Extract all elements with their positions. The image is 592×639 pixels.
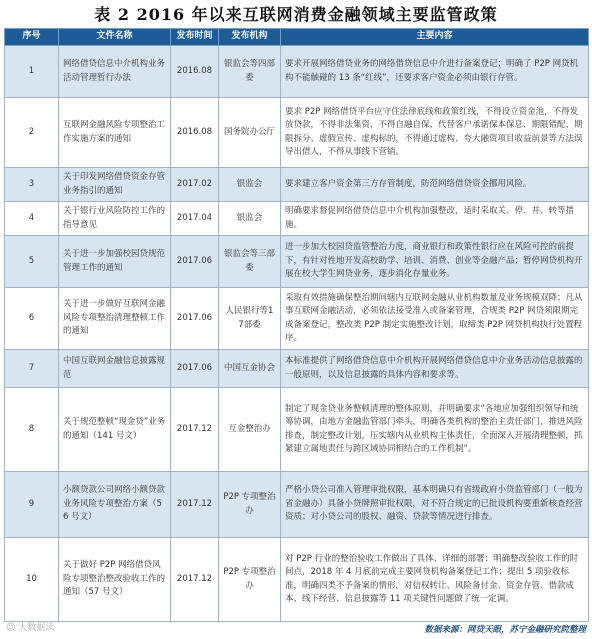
row-no: 8 <box>5 388 59 472</box>
table-row <box>5 236 589 288</box>
row-date: 2016.08 <box>171 98 219 168</box>
row-no: 6 <box>5 288 59 350</box>
row-date: 2016.08 <box>171 46 219 98</box>
header-no: 序号 <box>5 29 59 46</box>
row-no: 2 <box>5 98 59 168</box>
row-org: 银监会 <box>219 202 281 236</box>
row-no: 4 <box>5 202 59 236</box>
row-org: 国务院办公厅 <box>219 98 281 168</box>
row-org: 中国互金协会 <box>219 350 281 388</box>
row-content: 本标准提供了网络借贷信息中介机构开展网络借贷信息中介业务活动信息披露的一般原则，以及信息披露的具体内容和要求等。 <box>281 350 589 388</box>
row-org: 银监会等四部委 <box>219 46 281 98</box>
table-row <box>5 46 589 98</box>
row-file-name: 关于印发网络借贷资金存管业务指引的通知 <box>59 168 171 202</box>
row-org: P2P 专项整治办 <box>219 538 281 622</box>
row-date: 2017.12 <box>171 538 219 622</box>
row-content: 要求 P2P 网络借贷平台应守住法律底线和政策红线，不得设立资金池，不得发放贷款，不得非法集资，不得自融自保、代替客户承诺保本保息、期限错配、期限拆分、虚假宣传、虚构标的，不得通过虚构、夸大融资项目收益前景等方法误导出借人，不得从事线下营销。 <box>281 98 589 168</box>
table-row <box>5 168 589 202</box>
row-file-name: 关于做好 P2P 网络借贷风险专项整治整改验收工作的通知（57 号文） <box>59 538 171 622</box>
row-content: 进一步加大校园贷监管整治力度，商业银行和政策性银行应在风险可控的前提下，有针对性地开发高校助学、培训、消费、创业等金融产品；暂停网贷机构开展在校大学生网贷业务，逐步消化存量业务。 <box>281 236 589 288</box>
row-content: 明确要求督促网络借贷信息中介机构加强整改，适时采取关、停、并、转等措施。 <box>281 202 589 236</box>
row-org: 银监会等三部委 <box>219 236 281 288</box>
table-row <box>5 472 589 538</box>
table-row <box>5 350 589 388</box>
regulation-table <box>4 28 589 622</box>
row-file-name: 关于银行业风险防控工作的指导意见 <box>59 202 171 236</box>
row-file-name: 关于进一步做好互联网金融风险专项整治清理整顿工作的通知 <box>59 288 171 350</box>
row-org: 互金整治办 <box>219 388 281 472</box>
row-content: 要求开展网络借贷业务的网络借贷信息中介进行备案登记；明确了 P2P 网贷机构不能触碰的 13 条“红线”，还要求客户资金必须由银行存管。 <box>281 46 589 98</box>
row-file-name: 小额贷款公司网络小额贷款业务风险专项整治方案（56 号文） <box>59 472 171 538</box>
header-content: 主要内容 <box>281 29 589 46</box>
row-content: 严格小贷公司准入管理审批权限，基本明确只有省级政府小贷监管部门（一般为省金融办）具备小贷牌照审批权限，对不符合规定的已批设机构要重新核查经营资质；对小贷公司的股权、融资、贷款等情况进行排查。 <box>281 472 589 538</box>
row-file-name: 网络借贷信息中介机构业务活动管理暂行办法 <box>59 46 171 98</box>
row-no: 3 <box>5 168 59 202</box>
row-date: 2017.06 <box>171 288 219 350</box>
row-no: 5 <box>5 236 59 288</box>
row-file-name: 互联网金融风险专项整治工作实施方案的通知 <box>59 98 171 168</box>
row-org: 人民银行等17部委 <box>219 288 281 350</box>
table-row <box>5 388 589 472</box>
header-org: 发布机构 <box>219 29 281 46</box>
row-date: 2017.04 <box>171 202 219 236</box>
row-no: 10 <box>5 538 59 622</box>
row-content: 制定了现金贷业务整顿清理的整体原则，并明确要求“各地应加强组织领导和统筹协调，由地方金融监管部门牵头，明确各类机构的整治主责任部门，推进风险排查，制定整改计划，压实辖内从业机构主体责任，全面深入开展清理整顿，抓紧建立属地责任与跨区域协同相结合的工作机制”。 <box>281 388 589 472</box>
watermark-logo: ☺ 大数据读 <box>6 623 55 633</box>
row-org: P2P 专项整治办 <box>219 472 281 538</box>
table-row <box>5 98 589 168</box>
row-file-name: 关于进一步加强校园贷规范管理工作的通知 <box>59 236 171 288</box>
header-date: 发布时间 <box>171 29 219 46</box>
header-name: 文件名称 <box>59 29 171 46</box>
row-content: 对 P2P 行业的整治验收工作做出了具体、详细的部署：明确整改验收工作的时间点，2018 年 4 月底前完成主要网贷机构备案登记工作；提出 5 项验收标准，明确四类不予备案的情形，对信权转让、风险备付金、资金存管、借款成本、线下经营、信息披露等 11 项关键性问题做了统一定调。 <box>281 538 589 622</box>
table-row <box>5 538 589 622</box>
table-row <box>5 288 589 350</box>
row-date: 2017.02 <box>171 168 219 202</box>
row-date: 2017.06 <box>171 350 219 388</box>
table-title: 表 2 2016 年以来互联网消费金融领域主要监管政策 <box>94 5 498 24</box>
table-row <box>5 202 589 236</box>
row-date: 2017.12 <box>171 388 219 472</box>
data-source-note: 数据来源：网贷天眼，苏宁金融研究院整理 <box>424 625 586 635</box>
row-file-name: 中国互联网金融信息披露规范 <box>59 350 171 388</box>
row-org: 银监会 <box>219 168 281 202</box>
row-file-name: 关于规范整顿“现金贷”业务的通知（141 号文） <box>59 388 171 472</box>
row-content: 要求建立客户资金第三方存管制度，防范网络借贷资金挪用风险。 <box>281 168 589 202</box>
table-header-row <box>5 29 589 46</box>
row-content: 采取有效措施确保整治期间辖内互联网金融从业机构数量及业务规模双降；凡从事互联网金融活动，必须依法接受准入或备案管理，合规类 P2P 网贷须限期完成备案登记，整改类 P2P 制定实施整改计划，取缔类 P2P 网贷机构执行处置程序。 <box>281 288 589 350</box>
row-no: 1 <box>5 46 59 98</box>
row-date: 2017.12 <box>171 472 219 538</box>
row-no: 7 <box>5 350 59 388</box>
row-no: 9 <box>5 472 59 538</box>
row-date: 2017.06 <box>171 236 219 288</box>
